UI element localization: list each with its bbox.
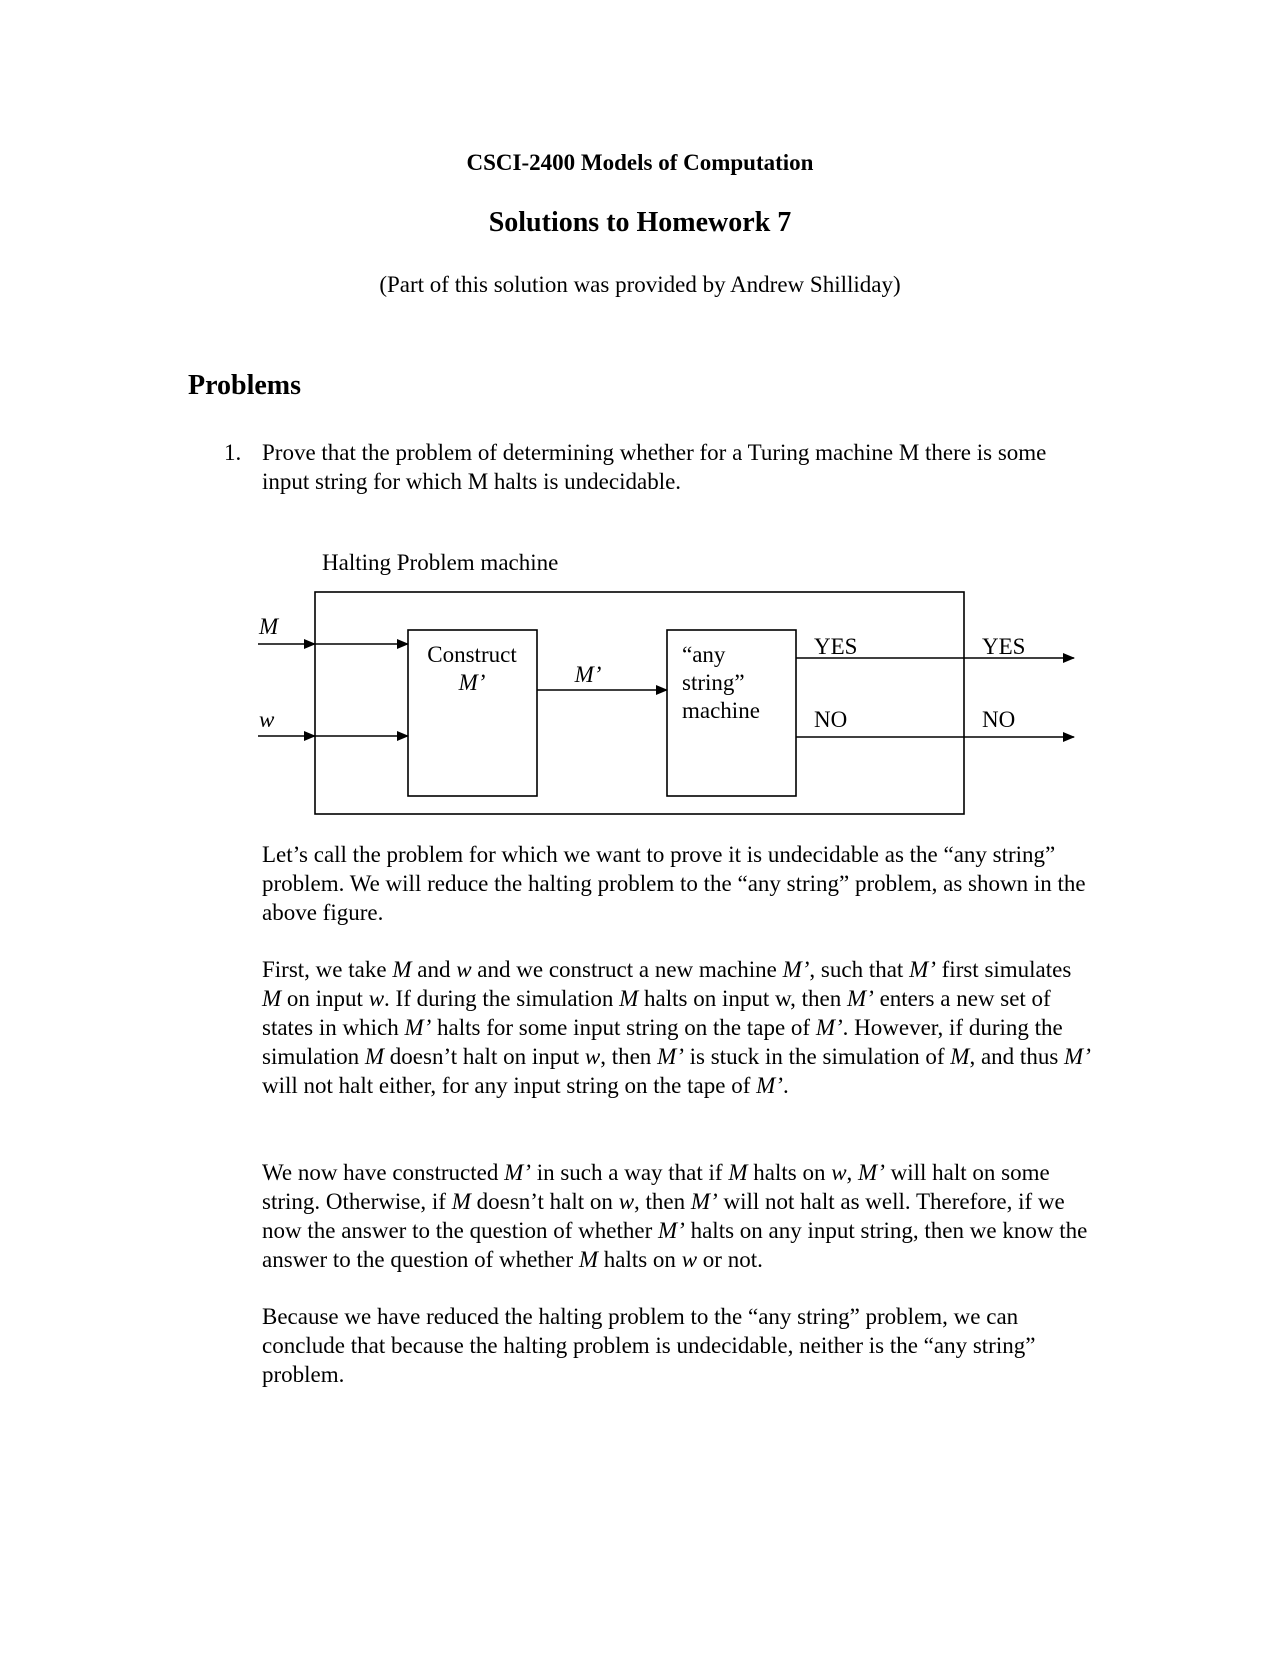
- italic-symbol: M’: [858, 1160, 885, 1185]
- any-string-label-line3: machine: [682, 698, 760, 723]
- input-w-label: w: [259, 707, 275, 732]
- italic-symbol: M’: [1064, 1044, 1091, 1069]
- text-run: will halt on some string. Otherwise, if: [262, 1160, 1050, 1214]
- text-run: , then: [634, 1189, 691, 1214]
- text-run: . If during the simulation: [384, 986, 620, 1011]
- homework-title: Solutions to Homework 7: [488, 207, 792, 238]
- text-run: halts on: [747, 1160, 832, 1185]
- course-title: CSCI-2400 Models of Computation: [466, 150, 814, 175]
- text-run: ,: [846, 1160, 859, 1185]
- italic-symbol: w: [681, 1247, 698, 1272]
- text-run: will not halt either, for any input string on the tape of: [262, 1073, 757, 1098]
- text-run: first simulates: [935, 957, 1072, 982]
- italic-symbol: M’: [782, 957, 810, 982]
- italic-symbol: M’: [690, 1189, 718, 1214]
- italic-symbol: M: [451, 1189, 471, 1214]
- inner-no-label: NO: [814, 707, 848, 732]
- any-string-label-line2: string”: [682, 670, 745, 695]
- text-run: halts on: [597, 1247, 682, 1272]
- construct-label-line1: Construct: [427, 642, 517, 667]
- italic-symbol: M’: [815, 1015, 843, 1040]
- text-run: , then: [600, 1044, 658, 1069]
- outer-no-label: NO: [982, 707, 1016, 732]
- paragraph-final-conclusion: Because we have reduced the halting problem to the “any string” problem, we can conclude that because the halting problem is undecidable, neither is the “any string” problem.: [262, 1304, 1036, 1387]
- outer-yes-label: YES: [982, 634, 1026, 659]
- credit-line: (Part of this solution was provided by Andrew Shilliday): [379, 272, 901, 297]
- input-m-label: M: [259, 614, 279, 639]
- text-run: doesn’t halt on input: [384, 1044, 585, 1069]
- text-run: doesn’t halt on: [470, 1189, 619, 1214]
- diagram-caption: Halting Problem machine: [322, 550, 559, 575]
- italic-symbol: w: [584, 1044, 601, 1069]
- text-run: and: [411, 957, 457, 982]
- paragraph-any-string-problem: Let’s call the problem for which we want to prove it is undecidable as the “any string” problem. We will reduce the halting problem to the “any string” problem, as shown in the above figure.: [262, 842, 1086, 925]
- section-heading: Problems: [188, 370, 302, 401]
- italic-symbol: w: [456, 957, 472, 982]
- text-run: and we construct a new machine: [471, 957, 783, 982]
- italic-symbol: M: [262, 986, 282, 1011]
- construct-label-line2: M’: [458, 670, 486, 695]
- italic-symbol: w: [831, 1160, 847, 1185]
- text-run: enters a new set of states in which: [262, 986, 1051, 1040]
- problem-number: 1.: [224, 440, 242, 465]
- any-string-label-line1: “any: [682, 642, 726, 667]
- text-run: halts for some input string on the tape of: [431, 1015, 816, 1040]
- text-run: is stuck in the simulation of: [683, 1044, 951, 1069]
- italic-symbol: M’: [909, 957, 936, 982]
- paragraph-conclusion-construction: [262, 1158, 1092, 1274]
- text-run: or not.: [697, 1247, 763, 1272]
- inner-yes-label: YES: [814, 634, 858, 659]
- text-run: We now have constructed: [262, 1160, 505, 1185]
- text-run: halts on any input string, then we know the answer to the question of whether: [262, 1218, 1088, 1272]
- italic-symbol: M: [364, 1044, 385, 1069]
- m-prime-arrow-label: M’: [574, 662, 602, 687]
- text-run: will not halt as well. Therefore, if we now the answer to the question of whether: [262, 1189, 1065, 1243]
- italic-symbol: M’: [846, 986, 874, 1011]
- italic-symbol: M’: [658, 1218, 685, 1243]
- text-run: , such that: [809, 957, 910, 982]
- text-run: , and thus: [969, 1044, 1065, 1069]
- italic-symbol: M’: [404, 1015, 432, 1040]
- text-run: halts on input w, then: [638, 986, 847, 1011]
- halting-machine-box: [315, 592, 964, 814]
- text-run: .: [782, 1073, 789, 1098]
- italic-symbol: M: [578, 1247, 598, 1272]
- text-run: in such a way that if: [530, 1160, 729, 1185]
- italic-symbol: M: [619, 986, 639, 1011]
- italic-symbol: w: [368, 986, 385, 1011]
- text-run: on input: [281, 986, 369, 1011]
- italic-symbol: M: [392, 957, 412, 982]
- italic-symbol: M’: [657, 1044, 684, 1069]
- italic-symbol: w: [618, 1189, 635, 1214]
- paragraph-construction: [262, 955, 1092, 1100]
- italic-symbol: M: [950, 1044, 970, 1069]
- italic-symbol: M’: [756, 1073, 783, 1098]
- italic-symbol: M: [728, 1160, 748, 1185]
- text-run: First, we take: [262, 957, 393, 982]
- text-run: . However, if during the simulation: [262, 1015, 1063, 1069]
- italic-symbol: M’: [504, 1160, 531, 1185]
- problem-statement: Prove that the problem of determining whether for a Turing machine M there is some input string for which M halts is undecidable.: [262, 440, 1047, 494]
